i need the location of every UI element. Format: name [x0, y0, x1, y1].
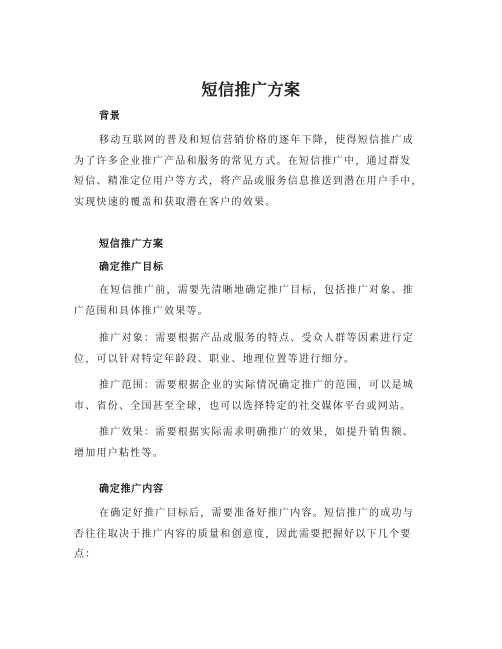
document-title: 短信推广方案 — [201, 80, 301, 99]
paragraph-background — [74, 131, 434, 213]
paragraph-target-scope — [74, 376, 434, 417]
paragraph-line: 短信、精准定位用户等方式，将产品或服务信息推送到潜在用户手中， — [74, 176, 423, 187]
paragraph-line: 位，可以针对特定年龄段、职业、地理位置等进行细分。 — [74, 353, 356, 365]
paragraph-line: 广范围和具体推广效果等。 — [74, 305, 209, 317]
paragraph-line: 否往往取决于推广内容的质量和创意度，因此需要把握好以下几个要 — [74, 528, 412, 540]
section-heading-define-goals: 确定推广目标 — [99, 262, 164, 273]
paragraph-line: 实现快速的覆盖和获取潜在客户的效果。 — [74, 196, 277, 208]
paragraph-target-audience — [74, 329, 434, 370]
section-heading-define-content: 确定推广内容 — [99, 484, 164, 495]
paragraph-line: 在确定好推广目标后，需要准备好推广内容。短信推广的成功与 — [99, 508, 414, 519]
section-heading-sms-plan: 短信推广方案 — [99, 239, 164, 250]
paragraph-line: 推广效果：需要根据实际需求明确推广的效果，如提升销售额、 — [99, 427, 414, 438]
paragraph-line: 移动互联网的普及和短信营销价格的逐年下降，使得短信推广成 — [99, 135, 414, 146]
paragraph-line: 市、省份、全国甚至全球，也可以选择特定的社交媒体平台或网站。 — [74, 400, 412, 412]
paragraph-goals-intro — [74, 281, 434, 322]
paragraph-line: 在短信推广前，需要先清晰地确定推广目标，包括推广对象、推 — [99, 285, 414, 296]
section-heading-background: 背景 — [99, 111, 121, 122]
paragraph-line: 点： — [74, 549, 97, 560]
paragraph-line: 推广对象：需要根据产品或服务的特点、受众人群等因素进行定 — [99, 333, 414, 344]
paragraph-line: 增加用户粘性等。 — [74, 447, 164, 459]
paragraph-line: 推广范围：需要根据企业的实际情况确定推广的范围，可以是城 — [99, 380, 414, 391]
paragraph-line: 为了许多企业推广产品和服务的常见方式。在短信推广中，通过群发 — [74, 155, 412, 167]
paragraph-target-effect — [74, 423, 434, 464]
paragraph-content-intro — [74, 504, 434, 566]
